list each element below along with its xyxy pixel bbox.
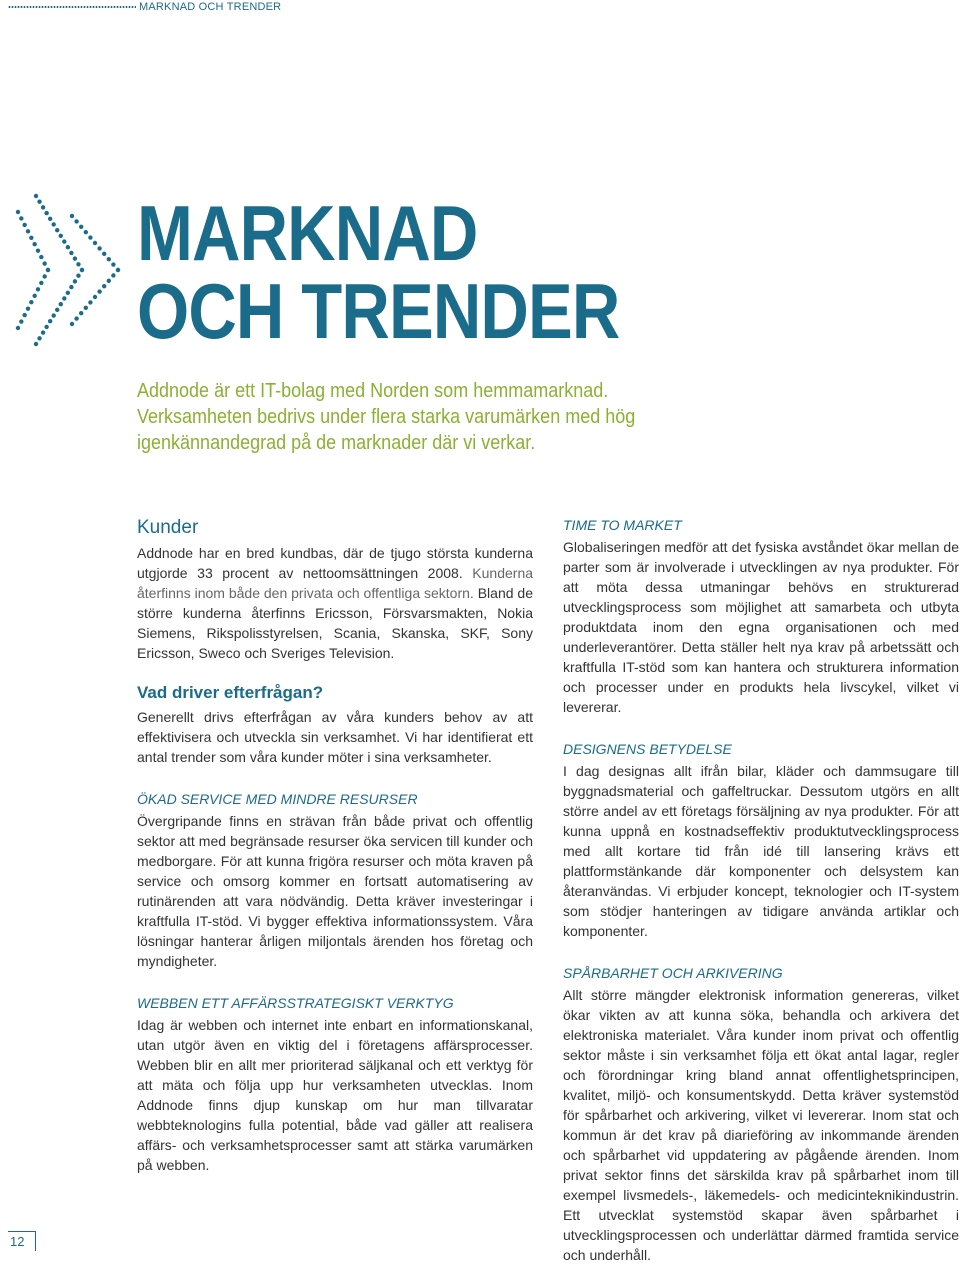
- spar-heading: SPÅRBARHET OCH ARKIVERING: [563, 965, 783, 981]
- webben-paragraph: Idag är webben och internet inte enbart en informationskanal, utan utgör även en viktig del i företagens affärsprocesser. Webben blir en allt mer prioriterad säljkanal och ett verktyg för att mäta och följa upp hur verksamheten utvecklas. Inom Addnode finns djup kunskap om hur man tillvaratar webbteknologins fulla potential, både vad gäller att realisera affärs- och verksamhetsprocesser samt att stärka varumärken på webben.: [137, 1017, 533, 1173]
- page-title-line1: MARKNAD: [137, 189, 478, 277]
- page-number: 12: [8, 1231, 36, 1251]
- kunder-text-1: Addnode har en bred kundbas, där de tjugo största kunderna utgjorde 33 procent av nettoomsättningen 2008.: [137, 545, 533, 581]
- service-heading: ÖKAD SERVICE MED MINDRE RESURSER: [137, 791, 418, 807]
- page-title-line2: OCH TRENDER: [137, 267, 620, 355]
- section-header: [8, 0, 281, 14]
- design-paragraph: I dag designas allt ifrån bilar, kläder och dammsugare till byggnadsmaterial och gaffeltruckar. Dessutom utgörs en allt större andel av ett företags försäljning av nya produkter. För att kunna uppnå en kostnadseffektiv produktutvecklingsprocess med allt kortare tid från idé till lansering krävs ett plattformstänkande där komponenter och delsystem kan återanvändas. Vi erbjuder koncept, teknologier och IT-system som stödjer hanteringen av tidigare använda artiklar och komponenter.: [563, 763, 959, 939]
- kunder-text-2: Kunderna återfinns inom både den privata och offentliga sektorn.: [137, 565, 534, 601]
- kunder-text-3: Bland de större kunderna återfinns Ericsson, Försvarsmakten, Nokia Siemens, Rikspolisstyrelsen, Scania, Skanska, SKF, Sony Ericsson, Sweco och Sveriges Television.: [137, 585, 533, 661]
- right-column: [563, 515, 959, 1265]
- kunder-heading: Kunder: [137, 517, 199, 538]
- left-column: [137, 515, 533, 1175]
- page-title: [137, 189, 620, 355]
- lead-paragraph: Addnode är ett IT-bolag med Norden som hemmamarknad. Verksamheten bedrivs under flera starka varumärken med hög igenkännandegrad på de marknader där vi verkar.: [137, 380, 636, 454]
- webben-heading: WEBBEN ETT AFFÄRSSTRATEGISKT VERKTYG: [137, 995, 454, 1011]
- kunder-paragraph: [137, 543, 533, 663]
- ttm-heading: TIME TO MARKET: [563, 517, 682, 533]
- dotted-rule: [8, 6, 136, 8]
- spar-paragraph: Allt större mängder elektronisk information genereras, vilket ökar vikten av att kunna söka, behandla och arkivera det elektroniska materialet. Våra kunder inom privat och offentlig sektor måste i sin verksamhet följa ett ökat antal lagar, regler och förordningar kring bland annat offentlighetsprincipen, kvalitet, miljö- och konsumentskydd. Detta kräver systemstöd för spårbarhet och arkivering, vilket vi levererar. Inom stat och kommun är det krav på diarieföring av inkommande ärenden och spårbarhet vid uppdatering av pågående ärenden. Inom privat sektor finns det särskilda krav på spårbarhet inom till exempel livsmedels-, läkemedels- och medicinteknikindustrin. Ett utvecklat systemstöd skapar även spårbarhet i utvecklingsprocessen och underlättar därmed framtida service och underhåll.: [563, 987, 959, 1263]
- driver-heading: Vad driver efterfrågan?: [137, 683, 324, 702]
- driver-paragraph: Generellt drivs efterfrågan av våra kunders behov av att effektivisera och utveckla sin verksamhet. Vi har identifierat ett antal trender som våra kunder möter i sina verksamheter.: [137, 709, 533, 765]
- section-label: MARKNAD OCH TRENDER: [139, 1, 282, 13]
- service-paragraph: Övergripande finns en strävan från både privat och offentlig sektor att med begränsade resurser öka servicen till kunder och medborgare. För att kunna frigöra resurser och möta kraven på service och omsorg kommer en fortsatt automatisering av rutinärenden att vara nödvändig. Detta kräver investeringar i kraftfulla IT-stöd. Vi bygger effektiva informationssystem. Våra lösningar hanterar årligen miljontals ärenden hos företag och myndigheter.: [137, 813, 533, 969]
- double-chevron-right-dotted-icon: [14, 190, 124, 350]
- design-heading: DESIGNENS BETYDELSE: [563, 741, 732, 757]
- ttm-paragraph: Globaliseringen medför att det fysiska avståndet ökar mellan de parter som är involverade i utvecklingen av nya produkter. För att möta dessa utmaningar behövs en strukturerad utvecklingsprocess som möjlighet att samarbeta och utbyta produktdata inom den egna organisationen och med underleverantörer. Detta ställer helt nya krav på arbetssätt och kraftfulla IT-stöd som kan hantera och strukturera information och processer under en produkts hela livscykel, vilket vi levererar.: [563, 539, 959, 715]
